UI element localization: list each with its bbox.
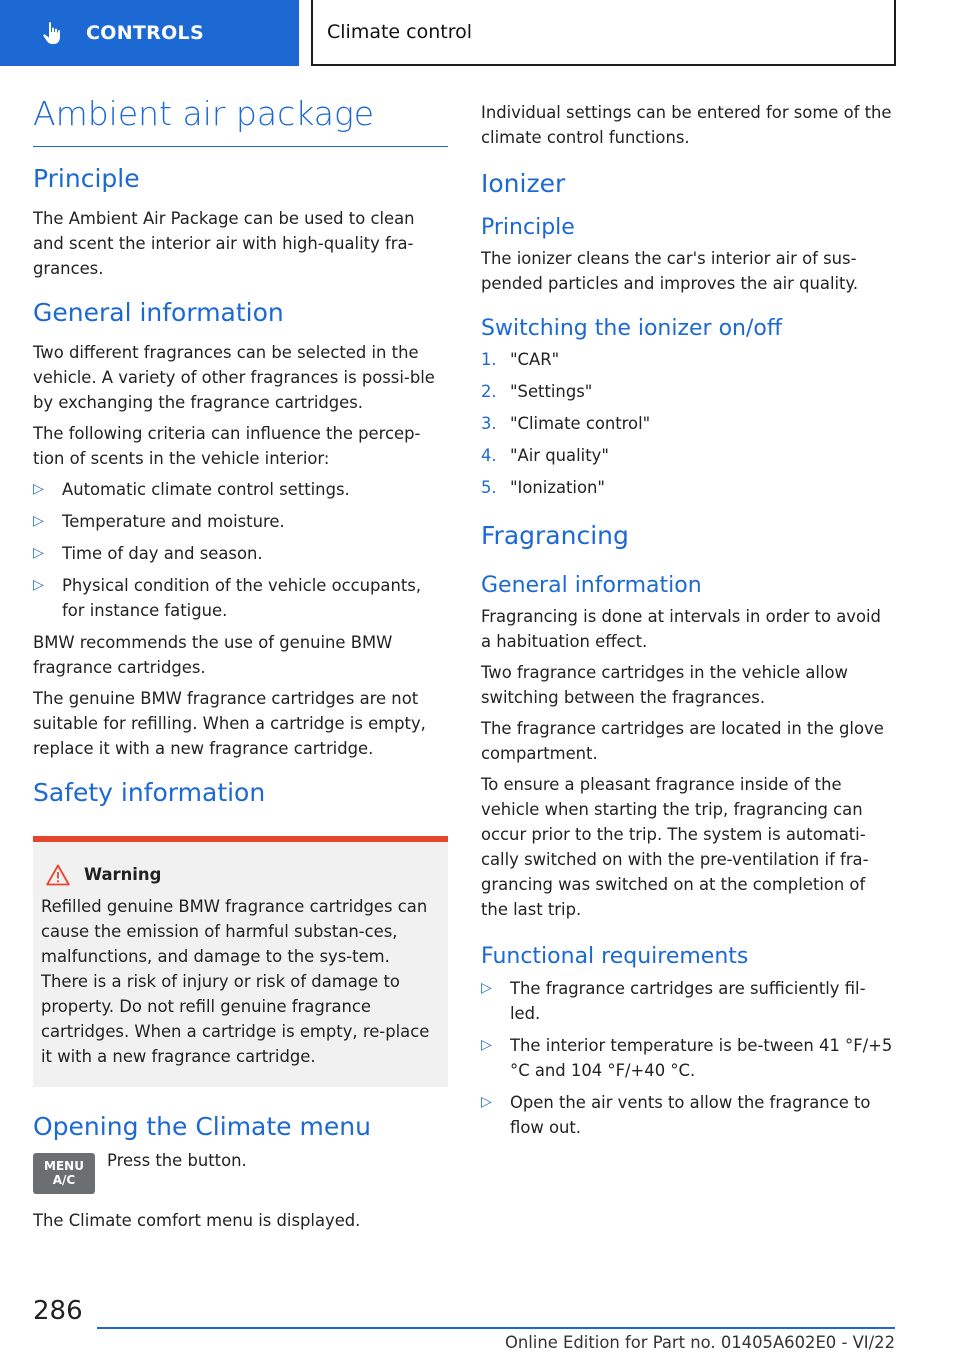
requirements-list	[481, 976, 893, 1140]
fragrancing-heading: Fragrancing	[481, 521, 629, 551]
warning-label: Warning	[84, 865, 162, 885]
climate-menu-heading: Opening the Climate menu	[33, 1111, 371, 1141]
footer-edition: Online Edition for Part no. 01405A602E0 - VI/22	[504, 1333, 895, 1352]
general-info-p2: The following criteria can influence the percep-tion of scents in the vehicle interior:	[33, 423, 421, 468]
warning-header	[41, 864, 440, 886]
header-section-title: CONTROLS	[86, 22, 204, 44]
fragrancing-p2: Two fragrance cartridges in the vehicle allow switching between the fragrances.	[481, 663, 848, 708]
ionizer-steps	[481, 347, 893, 500]
criteria-list	[33, 477, 448, 623]
list-item: ▷ Open the air vents to allow the fragrance to flow out.	[481, 1090, 893, 1140]
right-column	[481, 100, 893, 1147]
principle-heading: Principle	[33, 164, 140, 194]
list-item: 3. "Climate control"	[481, 414, 651, 434]
left-column	[33, 96, 448, 1239]
list-item: 2. "Settings"	[481, 382, 593, 402]
principle-text: The Ambient Air Package can be used to clean and scent the interior air with high-quality fra-grances.	[33, 209, 415, 279]
functional-req-heading: Functional requirements	[481, 944, 749, 970]
page-number: 286	[33, 1296, 83, 1326]
list-item: 1. "CAR"	[481, 350, 560, 370]
list-item: ▷ Physical condition of the vehicle occupants, for instance fatigue.	[33, 573, 448, 623]
ionizer-principle-heading: Principle	[481, 214, 575, 240]
header-chapter-title: Climate control	[327, 21, 473, 43]
page-title: Ambient air package	[33, 96, 448, 147]
safety-heading: Safety information	[33, 777, 266, 807]
footer-divider	[97, 1327, 895, 1329]
general-info-heading: General information	[33, 298, 284, 328]
triangle-bullet-icon: ▷	[481, 1036, 492, 1053]
general-info-p1: Two different fragrances can be selected in the vehicle. A variety of other fragrances is possi-ble by exchanging the fragrance cartridges.	[33, 342, 435, 412]
menu-button-row	[33, 1153, 448, 1194]
fragrancing-p1: Fragrancing is done at intervals in order to avoid a habituation effect.	[481, 607, 881, 652]
triangle-bullet-icon: ▷	[33, 576, 44, 593]
list-item: ▷ Temperature and moisture.	[33, 509, 448, 534]
warning-text: Refilled genuine BMW fragrance cartridges can cause the emission of harmful substan-ces, malfunctions, and damage to the sys-tem. There is a risk of injury or risk of damage to property. Do not refill genuine fragrance cartridges. When a cartridge is empty, re-place it with a new fragrance cartridge.	[41, 896, 430, 1066]
list-item: ▷ The interior temperature is be-tween 41 °F/+5 °C and 104 °F/+40 °C.	[481, 1033, 893, 1083]
menu-result-text: The Climate comfort menu is displayed.	[33, 1211, 361, 1231]
triangle-bullet-icon: ▷	[33, 544, 44, 561]
header-chapter	[311, 0, 896, 66]
triangle-bullet-icon: ▷	[481, 1093, 492, 1110]
ionizer-principle-text: The ionizer cleans the car's interior air of sus-pended particles and improves the air quality.	[481, 249, 859, 294]
list-item: ▷ Automatic climate control settings.	[33, 477, 448, 502]
fragrancing-p3: The fragrance cartridges are located in the glove compartment.	[481, 719, 884, 764]
fragrancing-p4: To ensure a pleasant fragrance inside of the vehicle when starting the trip, fragrancing can occur prior to the trip. The system is automati-cally switched on with the pre-ventilation if fra-grancing was switched on at the completion of the last trip.	[481, 775, 869, 920]
hand-pointer-icon	[40, 20, 66, 46]
list-item: 5. "Ionization"	[481, 478, 605, 498]
general-info-p3: BMW recommends the use of genuine BMW fragrance cartridges.	[33, 632, 393, 677]
intro-text: Individual settings can be entered for some of the climate control functions.	[481, 103, 892, 147]
header-section-tab	[0, 0, 299, 66]
list-item: 4. "Air quality"	[481, 446, 609, 466]
warning-triangle-icon	[46, 864, 70, 886]
triangle-bullet-icon: ▷	[33, 512, 44, 529]
list-item: ▷ The fragrance cartridges are sufficiently fil-led.	[481, 976, 893, 1026]
warning-box	[33, 836, 448, 1087]
triangle-bullet-icon: ▷	[33, 480, 44, 497]
list-item: ▷ Time of day and season.	[33, 541, 448, 566]
menu-ac-button: MENU A/C	[33, 1153, 95, 1194]
general-info-p4: The genuine BMW fragrance cartridges are not suitable for refilling. When a cartridge is empty, replace it with a new fragrance cartridge.	[33, 688, 426, 758]
triangle-bullet-icon: ▷	[481, 979, 492, 996]
ionizer-heading: Ionizer	[481, 169, 566, 198]
ionizer-switch-heading: Switching the ionizer on/off	[481, 316, 783, 342]
fragrancing-general-heading: General information	[481, 573, 702, 599]
press-button-text: Press the button.	[107, 1151, 247, 1171]
